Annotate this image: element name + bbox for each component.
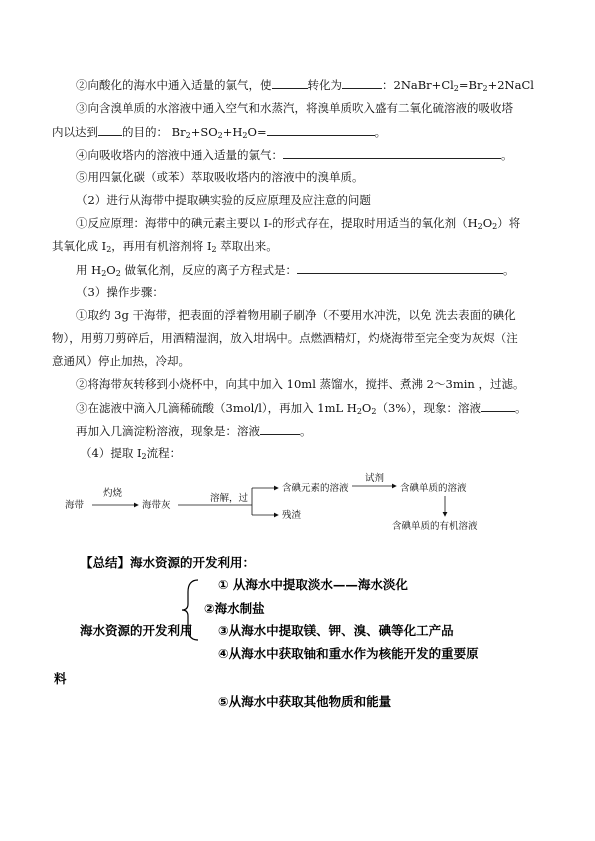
blank xyxy=(481,400,515,412)
flow-node-seaweed: 海带 xyxy=(65,500,85,511)
flow-edge-reagent: 试剂 xyxy=(365,473,385,484)
text-line-1: ②向酸化的海水中通入适量的氯气，使 转化为 ：$2NaBr+Cl_2=Br_2+2NaCl$ xyxy=(76,78,534,93)
summary-title: 【总结】海水资源的开发利用： xyxy=(80,555,256,570)
text-line-5: ⑤用四氯化碳（或苯）萃取吸收塔内的溶液中的溴单质。 xyxy=(76,170,364,184)
text-line-16: 再加入几滴淀粉溶液，现象是：溶液 。 xyxy=(76,424,312,438)
summary-item-4-cont: 料 xyxy=(54,671,67,686)
blank xyxy=(267,124,375,136)
flow-node-iodine-solution: 含碘单质的溶液 xyxy=(400,483,467,494)
text-line-6: （2）进行从海带中提取碘实验的反应原理及应注意的问题 xyxy=(76,193,371,207)
text-line-15: ③在滤液中滴入几滴稀硫酸（3mol/l），再加入 1mL $H_2O_2(3\%)$，现象：溶液 。 xyxy=(76,401,527,416)
text-line-17: （4）提取 $I_2$流程： xyxy=(80,446,182,461)
flow-node-iodine-organic-solution: 含碘单质的有机溶液 xyxy=(392,521,478,532)
iodine-extraction-flowchart xyxy=(60,468,540,538)
text-line-4: ④向吸收塔内的溶液中通入适量的氯气： 。 xyxy=(76,148,513,162)
blank xyxy=(98,124,122,136)
blank xyxy=(283,147,501,159)
text-line-13: 意通风）停止加热，冷却。 xyxy=(52,354,190,368)
flow-node-residue: 残渣 xyxy=(282,510,302,521)
summary-item-2: ②海水制盐 xyxy=(204,601,265,616)
summary-item-3: ③从海水中提取镁、钾、溴、碘等化工产品 xyxy=(218,623,454,638)
flow-edge-burn: 灼烧 xyxy=(103,488,123,499)
text-line-3: 内以达到 的目的： $Br_2+SO_2+H_2O=$ 。 xyxy=(52,125,387,140)
blank xyxy=(272,77,308,89)
text-line-10: （3）操作步骤： xyxy=(76,285,164,299)
flow-edge-dissolve: 溶解，过 xyxy=(210,493,249,504)
blank xyxy=(297,262,503,274)
text-line-12: 物），用剪刀剪碎后，用酒精湿润，放入坩埚中。点燃酒精灯，灼烧海带至完全变为灰烬（注 xyxy=(52,331,518,345)
summary-brace xyxy=(178,578,202,642)
summary-item-5: ⑤从海水中获取其他物质和能量 xyxy=(218,694,392,709)
text-line-14: ②将海带灰转移到小烧杯中，向其中加入 10ml 蒸馏水，搅拌、煮沸 2～3min ，过滤。 xyxy=(76,377,525,391)
text-line-11: ①取约 3g 干海带，把表面的浮着物用刷子刷净（不要用水冲洗，以免 洗去表面的碘化 xyxy=(76,308,516,322)
summary-item-1: ① 从海水中提取淡水——海水淡化 xyxy=(218,577,408,592)
flow-node-iodine-element-solution: 含碘元素的溶液 xyxy=(282,483,349,494)
flow-node-ash: 海带灰 xyxy=(142,500,171,511)
text-line-2: ③向含溴单质的水溶液中通入空气和水蒸汽，将溴单质吹入盛有二氧化硫溶液的吸收塔 xyxy=(76,101,513,115)
text-line-9: 用 $H_2O_2$ 做氧化剂，反应的离子方程式是： 。 xyxy=(76,263,515,278)
text-line-8: 其氧化成 $I_2$，再用有机溶剂将 $I_2$ 萃取出来。 xyxy=(52,239,278,254)
blank xyxy=(342,77,382,89)
summary-root: 海水资源的开发利用 xyxy=(80,623,193,638)
summary-item-4: ④从海水中获取铀和重水作为核能开发的重要原 xyxy=(218,646,479,661)
blank xyxy=(260,423,300,435)
text-line-7: ①反应原理：海带中的碘元素主要以 I-的形式存在，提取时用适当的氧化剂$(H_2O_2)$将 xyxy=(76,216,521,231)
